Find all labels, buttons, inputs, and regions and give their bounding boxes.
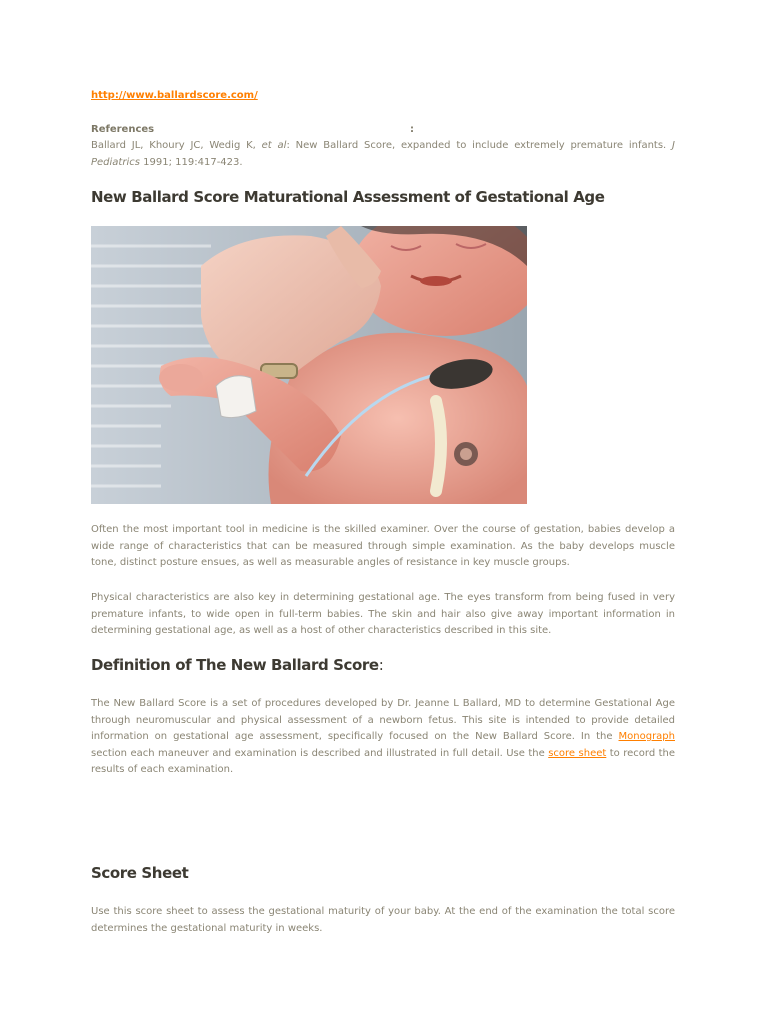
definition-paragraph [91,696,675,779]
reference-citation [91,138,675,171]
citation-tail: 1991; 119:417-423. [139,156,243,168]
definition-text-part1: The New Ballard Score is a set of procedures developed by Dr. Jeanne L Ballard, MD to determine Gestational Age through neuromuscular and physical assessment of a newborn fetus. This site is intended to provide detailed information on gestational age assessment, specifically focused on the New Ballard Score. In the [91,698,675,742]
citation-journal: J Pediatrics [91,140,675,168]
newborn-photo-illustration [91,226,527,504]
definition-heading [91,656,383,674]
citation-et-al: et al [261,140,287,151]
ballardscore-url-link[interactable]: http://www.ballardscore.com/ [91,90,258,101]
intro-paragraph: Often the most important tool in medicine is the skilled examiner. Over the course of gestation, babies develop a wide range of characteristics that can be measured through simple examination. As the baby develops muscle tone, distinct posture ensues, as well as measurable angles of resistance in key muscle groups. [91,524,675,568]
score-sheet-link[interactable]: score sheet [548,747,607,759]
score-sheet-paragraph: Use this score sheet to assess the gestational maturity of your baby. At the end of the examination the total score determines the gestational maturity in weeks. [91,906,675,934]
definition-heading-text: Definition of The New Ballard Score [91,656,379,674]
citation-title: : New Ballard Score, expanded to include extremely premature infants. [286,140,673,151]
definition-heading-colon: : [378,656,384,674]
physical-characteristics-paragraph: Physical characteristics are also key in determining gestational age. The eyes transform from being fused in very premature infants, to wide open in full-term babies. The skin and hair also give away important information in determining gestational age, as well as a host of other characteristics described in this site. [91,592,675,636]
page-title: New Ballard Score Maturational Assessment of Gestational Age [91,188,605,206]
references-label: References [91,124,155,135]
monograph-link[interactable]: Monograph [618,731,675,742]
definition-text-part3: to record the results of each examination. [91,747,676,775]
citation-authors: Ballard JL, Khoury JC, Wedig K, [91,140,262,151]
definition-text-part2: section each maneuver and examination is described and illustrated in full detail. Use the [91,747,549,759]
references-colon: : [410,124,414,135]
score-sheet-heading: Score Sheet [91,864,189,882]
newborn-examination-photo [91,226,527,504]
